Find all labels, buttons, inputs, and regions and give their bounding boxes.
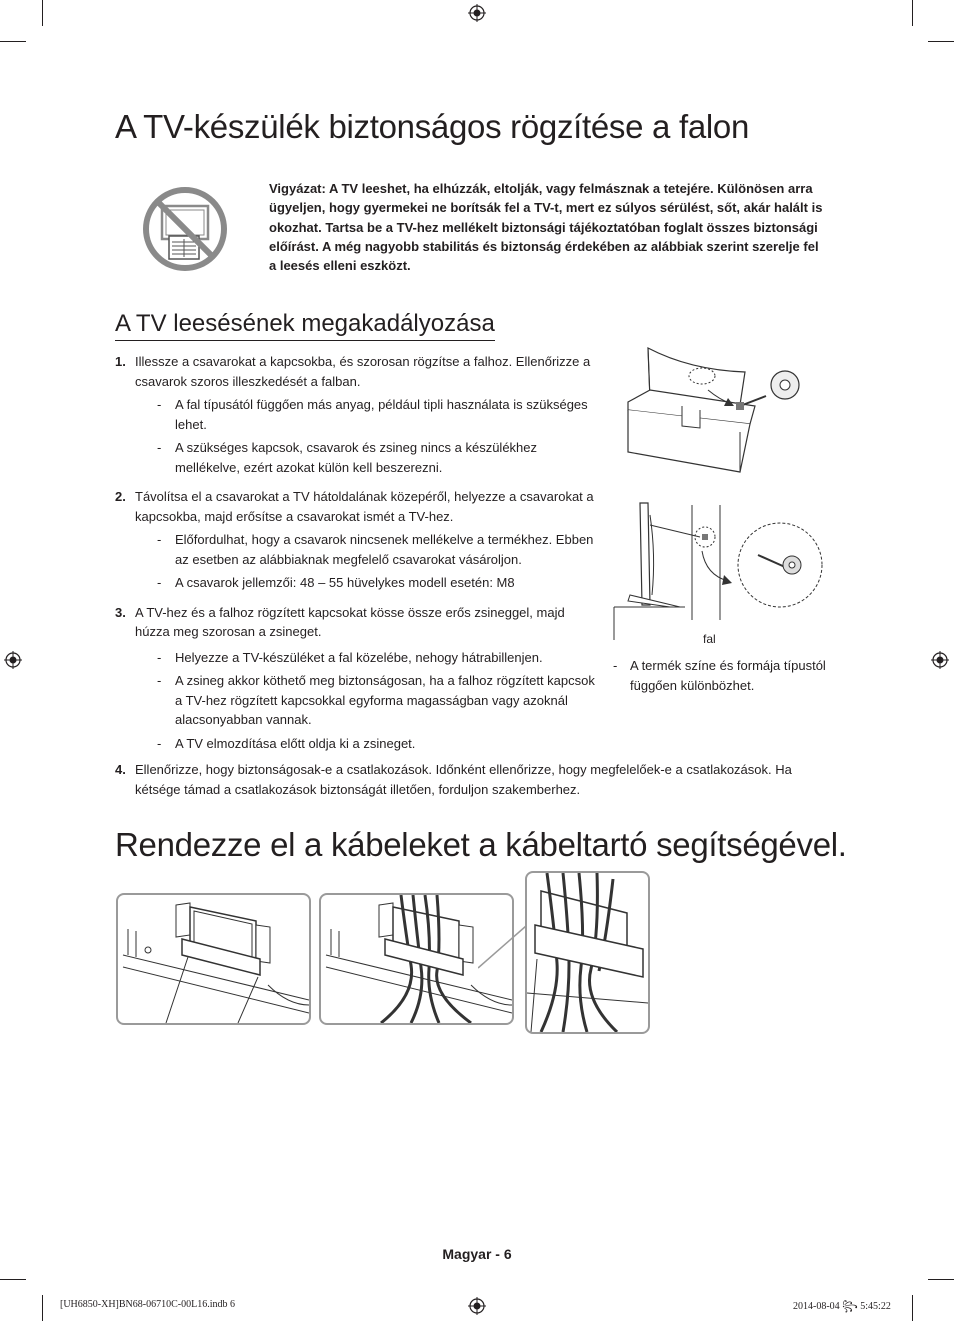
no-climbing-warning-icon (142, 186, 228, 272)
list-item (115, 760, 840, 799)
sub-text: Helyezze a TV-készüléket a fal közelébe, nehogy hátrabillenjen. (175, 649, 543, 665)
sub-text: A fal típusától függően más anyag, például tipli használata is szükséges lehet. (175, 397, 588, 432)
step-number: 4. (115, 762, 126, 777)
step-number: 3. (115, 604, 126, 620)
warning-text: Vigyázat: A TV leeshet, ha elhúzzák, eltolják, vagy felmásznak a tetejére. Különösen arra ügyeljen, hogy gyermekei ne borítsák fel a TV-t, mert ez súlyos sérülést, sőt, akár halált is okozhat. Tartsa be a TV-hez mellékelt biztonsági tájékoztatóban foglalt összes biztonsági előírást. A még nagyobb stabilitás és biztonság érdekében az alábbiak szerint szerelje fel a leesés elleni eszközt. (269, 181, 823, 274)
registration-mark-icon (468, 1297, 486, 1315)
print-slug-right: 2014-08-04 ꧂ 5:45:22 (793, 1301, 891, 1312)
sub-item (135, 395, 595, 434)
cable-section-title: Rendezze el a kábeleket a kábeltartó segítségével. (115, 826, 847, 863)
sub-item (135, 734, 595, 754)
wall-label: fal (703, 632, 716, 646)
step-text: A TV-hez és a falhoz rögzített kapcsokat kösse össze erős zsineggel, majd húzza meg szorosan a zsineget. (135, 604, 565, 639)
crop-mark (912, 1295, 913, 1321)
registration-mark-icon (468, 4, 486, 22)
print-slug-left: [UH6850-XH]BN68-06710C-00L16.indb 6 (60, 1299, 235, 1310)
note-text: A termék színe és formája típustól függően különbözhet. (630, 658, 826, 693)
crop-mark (912, 0, 913, 26)
dash: - (157, 735, 162, 751)
sub-item (135, 438, 595, 477)
dash: - (157, 575, 162, 590)
crop-mark (0, 41, 26, 42)
sub-item (135, 671, 595, 730)
sub-item (135, 573, 595, 593)
sub-text: A zsineg akkor köthető meg biztonságosan, ha a falhoz rögzített kapcsok a TV-hez rögzített kapcsokkal egyforma magasságban vagy azoknál alacsonyabban vannak. (175, 673, 595, 727)
crop-mark (0, 1279, 26, 1280)
tv-bracket-illustration (620, 340, 810, 480)
cable-step-1-illustration (116, 893, 311, 1025)
dash: - (157, 440, 162, 455)
dash: - (157, 649, 162, 665)
page-footer: Magyar - 6 (442, 1246, 512, 1262)
dash: - (613, 658, 618, 673)
sub-text: A TV elmozdítása előtt oldja ki a zsineget. (175, 735, 416, 751)
list-item (115, 352, 595, 477)
sub-text: Előfordulhat, hogy a csavarok nincsenek mellékelve a termékhez. Ebben az esetben az alábbiaknak megfelelő csavarokat vásároljon. (175, 532, 594, 567)
step-number: 2. (115, 489, 126, 504)
crop-mark (928, 41, 954, 42)
list-item (115, 487, 595, 593)
sub-text: A szükséges kapcsok, csavarok és zsineg nincs a készülékhez mellékelve, ezért azokat külön kell beszerezni. (175, 440, 538, 475)
crop-mark (42, 0, 43, 26)
sub-item (135, 530, 595, 569)
sub-item (135, 648, 595, 668)
registration-mark-icon (4, 651, 22, 669)
dash: - (157, 532, 162, 547)
step-text: Ellenőrizze, hogy biztonságosak-e a csatlakozások. Időnként ellenőrizze, hogy megfelelőek-e a csatlakozások. Ha kétsége támad a csatlakozások biztonságát illetően, forduljon szakemberhez. (135, 762, 792, 797)
list-item (115, 603, 595, 754)
page-title: A TV-készülék biztonságos rögzítése a falon (115, 108, 750, 145)
section-subtitle: A TV leesésének megakadályozása (115, 310, 495, 341)
registration-mark-icon (931, 651, 949, 669)
zoom-connector (478, 924, 528, 974)
cable-step-3-illustration (525, 871, 650, 1034)
tv-wall-cord-illustration (610, 495, 830, 645)
step-text: Távolítsa el a csavarokat a TV hátoldalának közepéről, helyezze a csavarokat a kapcsokba, majd erősítse a csavarokat ismét a TV-hez. (135, 489, 594, 524)
dash: - (157, 397, 162, 412)
step-number: 1. (115, 354, 126, 369)
dash: - (157, 673, 162, 688)
steps-list (115, 352, 595, 761)
note (613, 656, 843, 696)
crop-mark (42, 1295, 43, 1321)
step-text: Illessze a csavarokat a kapcsokba, és szorosan rögzítse a falhoz. Ellenőrizze a csavarok szoros illeszkedését a falban. (135, 354, 591, 389)
crop-mark (928, 1279, 954, 1280)
sub-text: A csavarok jellemzői: 48 – 55 hüvelykes modell esetén: M8 (175, 575, 515, 590)
